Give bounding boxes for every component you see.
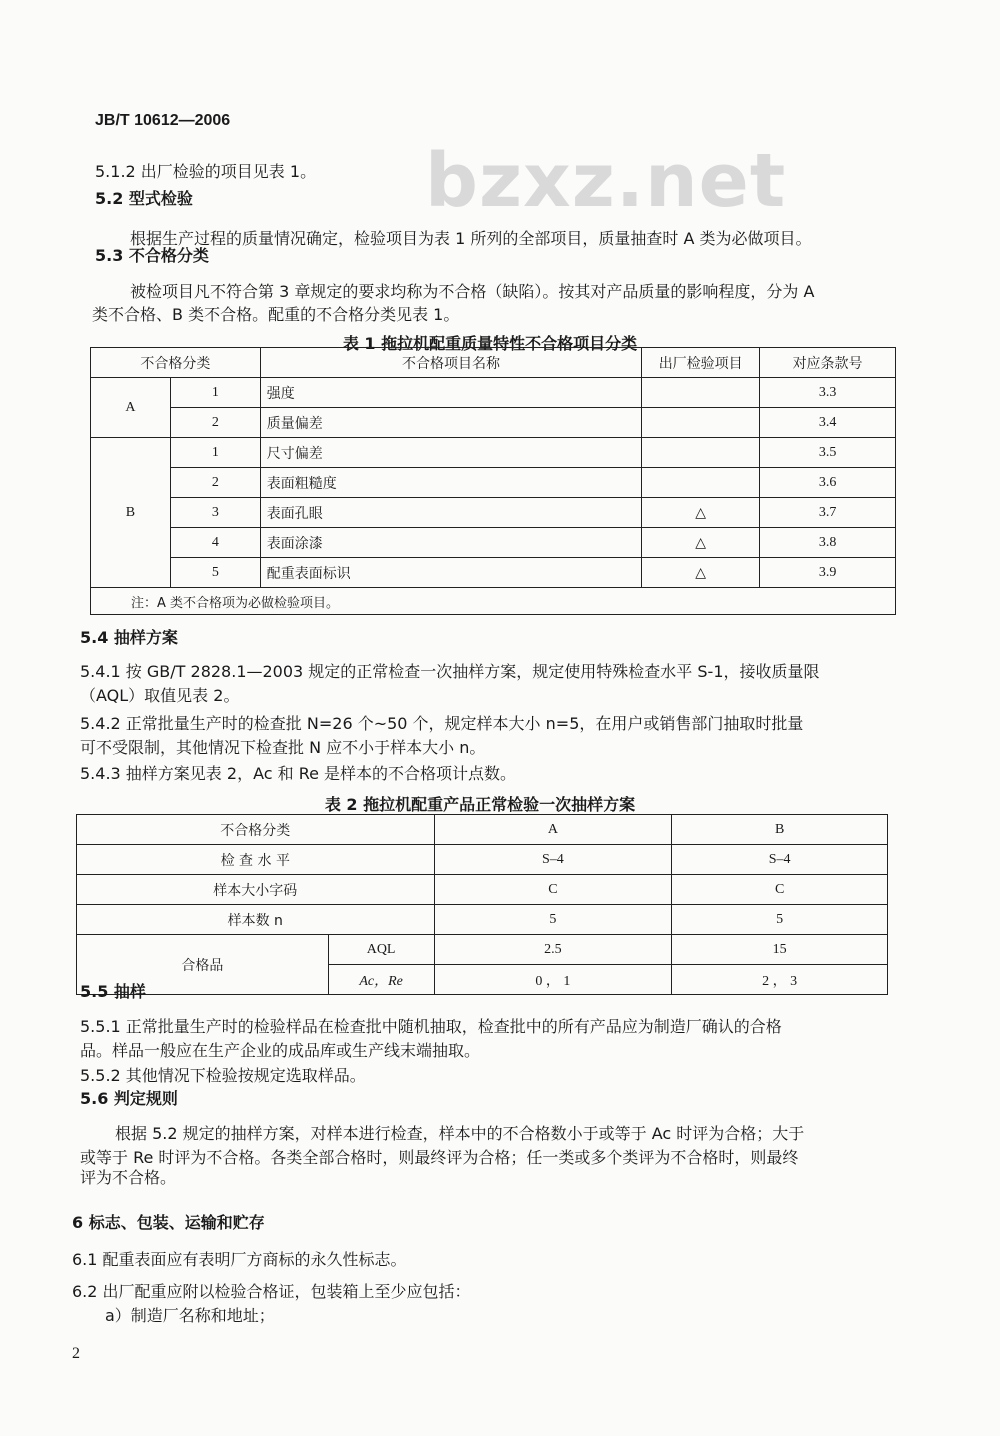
table1-item-check: △ [642, 558, 760, 588]
table-row [91, 498, 896, 528]
table2-aql-label: AQL [328, 935, 434, 965]
table-row [77, 845, 888, 875]
table2-caption: 表 2 拖拉机配重产品正常检验一次抽样方案 [324, 795, 636, 814]
table1-item-clause: 3.3 [760, 378, 896, 408]
clause-5-3-line1: 被检项目凡不符合第 3 章规定的要求均称为不合格（缺陷）。按其对产品质量的影响程度，分为 A [130, 282, 815, 301]
clause-6-2-a: a）制造厂名称和地址； [105, 1306, 275, 1325]
table2-qualified-label: 合格品 [77, 935, 329, 995]
table1-item-name: 强度 [260, 378, 641, 408]
table1-item-name: 表面涂漆 [260, 528, 641, 558]
table2-cell-a: 5 [434, 905, 672, 935]
heading-5-4: 5.4 抽样方案 [80, 628, 178, 647]
clause-5-4-1-line1: 5.4.1 按 GB/T 2828.1—2003 规定的正常检查一次抽样方案，规定使用特殊检查水平 S-1，接收质量限 [80, 662, 820, 681]
table-row [77, 815, 888, 845]
clause-5-2-text: 根据生产过程的质量情况确定，检验项目为表 1 所列的全部项目，质量抽查时 A 类为必做项目。 [130, 229, 812, 248]
table2 [76, 814, 888, 995]
table1-item-name: 表面粗糙度 [260, 468, 641, 498]
table2-acre-a: 0 ， 1 [434, 965, 672, 995]
table2-cell-b: B [672, 815, 888, 845]
clause-5-4-3: 5.4.3 抽样方案见表 2，Ac 和 Re 是样本的不合格项计点数。 [80, 764, 517, 783]
table1-item-no: 3 [170, 498, 260, 528]
table1-item-no: 2 [170, 468, 260, 498]
page-number: 2 [72, 1345, 80, 1362]
heading-5-2: 5.2 型式检验 [95, 189, 193, 208]
table1-item-check [642, 378, 760, 408]
clause-5-5-1-line1: 5.5.1 正常批量生产时的检验样品在检查批中随机抽取，检查批中的所有产品应为制造厂确认的合格 [80, 1017, 782, 1036]
table2-cell-a: S–4 [434, 845, 672, 875]
table1-header-check: 出厂检验项目 [642, 348, 760, 378]
heading-6: 6 标志、包装、运输和贮存 [72, 1213, 265, 1232]
table1-header-clause: 对应条款号 [760, 348, 896, 378]
table2-aql-a: 2.5 [434, 935, 672, 965]
table1-item-clause: 3.7 [760, 498, 896, 528]
table1-note: 注：A 类不合格项为必做检验项目。 [91, 588, 896, 615]
table1-item-no: 4 [170, 528, 260, 558]
table1-header-name: 不合格项目名称 [260, 348, 641, 378]
table2-cell-a: A [434, 815, 672, 845]
table1-item-check [642, 468, 760, 498]
table1-item-no: 2 [170, 408, 260, 438]
table1-item-check: △ [642, 528, 760, 558]
table1-item-clause: 3.5 [760, 438, 896, 468]
table1-item-clause: 3.9 [760, 558, 896, 588]
table-row [91, 378, 896, 408]
table1-category-b: B [91, 438, 171, 588]
table-row [91, 528, 896, 558]
table1-item-name: 尺寸偏差 [260, 438, 641, 468]
clause-6-1: 6.1 配重表面应有表明厂方商标的永久性标志。 [72, 1250, 407, 1269]
standard-number: JB/T 10612—2006 [95, 112, 231, 129]
clause-5-3-line2: 类不合格、B 类不合格。配重的不合格分类见表 1。 [92, 305, 460, 324]
table2-acre-b: 2 ， 3 [672, 965, 888, 995]
table2-row-label: 样本大小字码 [77, 875, 435, 905]
clause-5-5-1-line2: 品。样品一般应在生产企业的成品库或生产线末端抽取。 [80, 1041, 481, 1060]
heading-5-5: 5.5 抽样 [80, 982, 146, 1001]
table1-item-clause: 3.8 [760, 528, 896, 558]
clause-5-6-line2: 或等于 Re 时评为不合格。各类全部合格时，则最终评为合格；任一类或多个类评为不合格时，则最终 [80, 1148, 799, 1167]
table1-item-check [642, 438, 760, 468]
table1-header-category: 不合格分类 [91, 348, 261, 378]
table1-item-check: △ [642, 498, 760, 528]
table-row [91, 408, 896, 438]
table2-row-label: 样本数 n [77, 905, 435, 935]
table2-cell-b: 5 [672, 905, 888, 935]
table-row [77, 875, 888, 905]
table-row [91, 468, 896, 498]
table2-cell-b: S–4 [672, 845, 888, 875]
table1-category-a: A [91, 378, 171, 438]
table1-item-no: 1 [170, 438, 260, 468]
table1-item-no: 1 [170, 378, 260, 408]
table-row [77, 935, 888, 965]
table1-item-clause: 3.6 [760, 468, 896, 498]
table1-header-row [91, 348, 896, 378]
clause-5-4-1-line2: （AQL）取值见表 2。 [80, 686, 240, 705]
table1-item-check [642, 408, 760, 438]
table-row [77, 905, 888, 935]
clause-5-6-line3: 评为不合格。 [80, 1168, 177, 1187]
watermark: bzxz.net [425, 138, 787, 224]
heading-5-3: 5.3 不合格分类 [95, 246, 209, 265]
clause-5-5-2: 5.5.2 其他情况下检验按规定选取样品。 [80, 1066, 366, 1085]
table1 [90, 347, 896, 615]
table2-row-label: 检 查 水 平 [77, 845, 435, 875]
clause-6-2: 6.2 出厂配重应附以检验合格证，包装箱上至少应包括： [72, 1282, 471, 1301]
table-row [91, 558, 896, 588]
table2-row-label: 不合格分类 [77, 815, 435, 845]
table1-item-name: 表面孔眼 [260, 498, 641, 528]
table2-aql-b: 15 [672, 935, 888, 965]
table2-acre-label: Ac，Re [328, 965, 434, 995]
table-row [91, 438, 896, 468]
table1-item-no: 5 [170, 558, 260, 588]
table2-cell-a: C [434, 875, 672, 905]
table1-item-name: 配重表面标识 [260, 558, 641, 588]
table2-cell-b: C [672, 875, 888, 905]
heading-5-6: 5.6 判定规则 [80, 1089, 178, 1108]
clause-5-4-2-line2: 可不受限制，其他情况下检查批 N 应不小于样本大小 n。 [80, 738, 486, 757]
clause-5-4-2-line1: 5.4.2 正常批量生产时的检查批 N=26 个~50 个，规定样本大小 n=5，在用户或销售部门抽取时批量 [80, 714, 804, 733]
table1-note-row [91, 588, 896, 615]
clause-5-6-line1: 根据 5.2 规定的抽样方案，对样本进行检查，样本中的不合格数小于或等于 Ac 时评为合格；大于 [115, 1124, 805, 1143]
table1-caption: 表 1 拖拉机配重质量特性不合格项目分类 [342, 334, 638, 353]
table1-item-name: 质量偏差 [260, 408, 641, 438]
clause-5-1-2: 5.1.2 出厂检验的项目见表 1。 [95, 162, 317, 181]
table1-item-clause: 3.4 [760, 408, 896, 438]
